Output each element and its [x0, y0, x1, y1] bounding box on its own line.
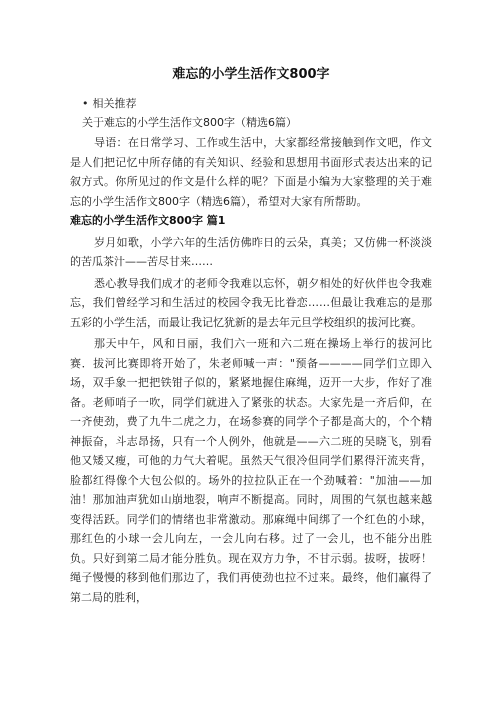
body-paragraph: 那天中午，风和日丽，我们六一班和六二班在操场上举行的拔河比赛．拔河比赛即将开始了，朱老师喊一声："预备————同学们立即入场，双手象一把把铁钳子似的，紧紧地握住麻绳，迈开一大步，作好了准备。老师哨子一吹，同学们就进入了紧张的状态。大家先是一齐后仰，在一齐使劲，费了九牛二虎之力，在场参赛的同学个子都是高大的，个个精神振奋，斗志昂扬，只有一个人例外，他就是——六二班的吴晓飞，别看他又矮又瘦，可他的力气大着呢。虽然天气很冷但同学们累得汗流夹背，脸都红得像个大包公似的。场外的拉拉队正在一个劲喊着："加油——加油！那加油声犹如山崩地裂，响声不断提高。同时，周围的气氛也越来越变得活跃。同学们的情绪也非常激动。那麻绳中间绑了一个红色的小球，那红色的小球一会儿向左，一会儿向右移。过了一会儿，也不能分出胜负。只好到第二局才能分胜负。现在双方力争，不甘示弱。拔呀，拔呀！绳子慢慢的移到他们那边了，我们再使劲也拉不过来。最终，他们赢得了第二局的胜利， — [70, 337, 432, 604]
related-label: 相关推荐 — [92, 97, 137, 110]
section-heading: 难忘的小学生活作文800字 篇1 — [70, 214, 226, 227]
body-paragraph: 悉心教导我们成才的老师令我难以忘怀，朝夕相处的好伙伴也令我难忘，我们曾经学习和生活过的校园令我无比眷恋……但最让我难忘的是那五彩的小学生活，而最让我记忆犹新的是去年元旦学校组织的拔河比赛。 — [70, 276, 432, 329]
document-title: 难忘的小学生活作文800字 — [172, 67, 330, 82]
body-paragraph: 岁月如歌，小学六年的生活仿佛昨日的云朵，真美；又仿佛一杯淡淡的苦瓜茶汁——苦尽甘来…… — [70, 235, 432, 268]
document-subtitle: 关于难忘的小学生活作文800字（精选6篇） — [82, 116, 297, 129]
related-recommendations[interactable] — [70, 96, 432, 112]
intro-paragraph: 导语：在日常学习、工作或生活中，大家都经常接触到作文吧，作文是人们把记忆中所存储的有关知识、经验和思想用书面形式表达出来的记叙方式。你所见过的作文是什么样的呢？下面是小编为大家整理的关于难忘的小学生活作文800字（精选6篇），希望对大家有所帮助。 — [70, 136, 432, 208]
bullet-icon: • — [82, 97, 89, 110]
